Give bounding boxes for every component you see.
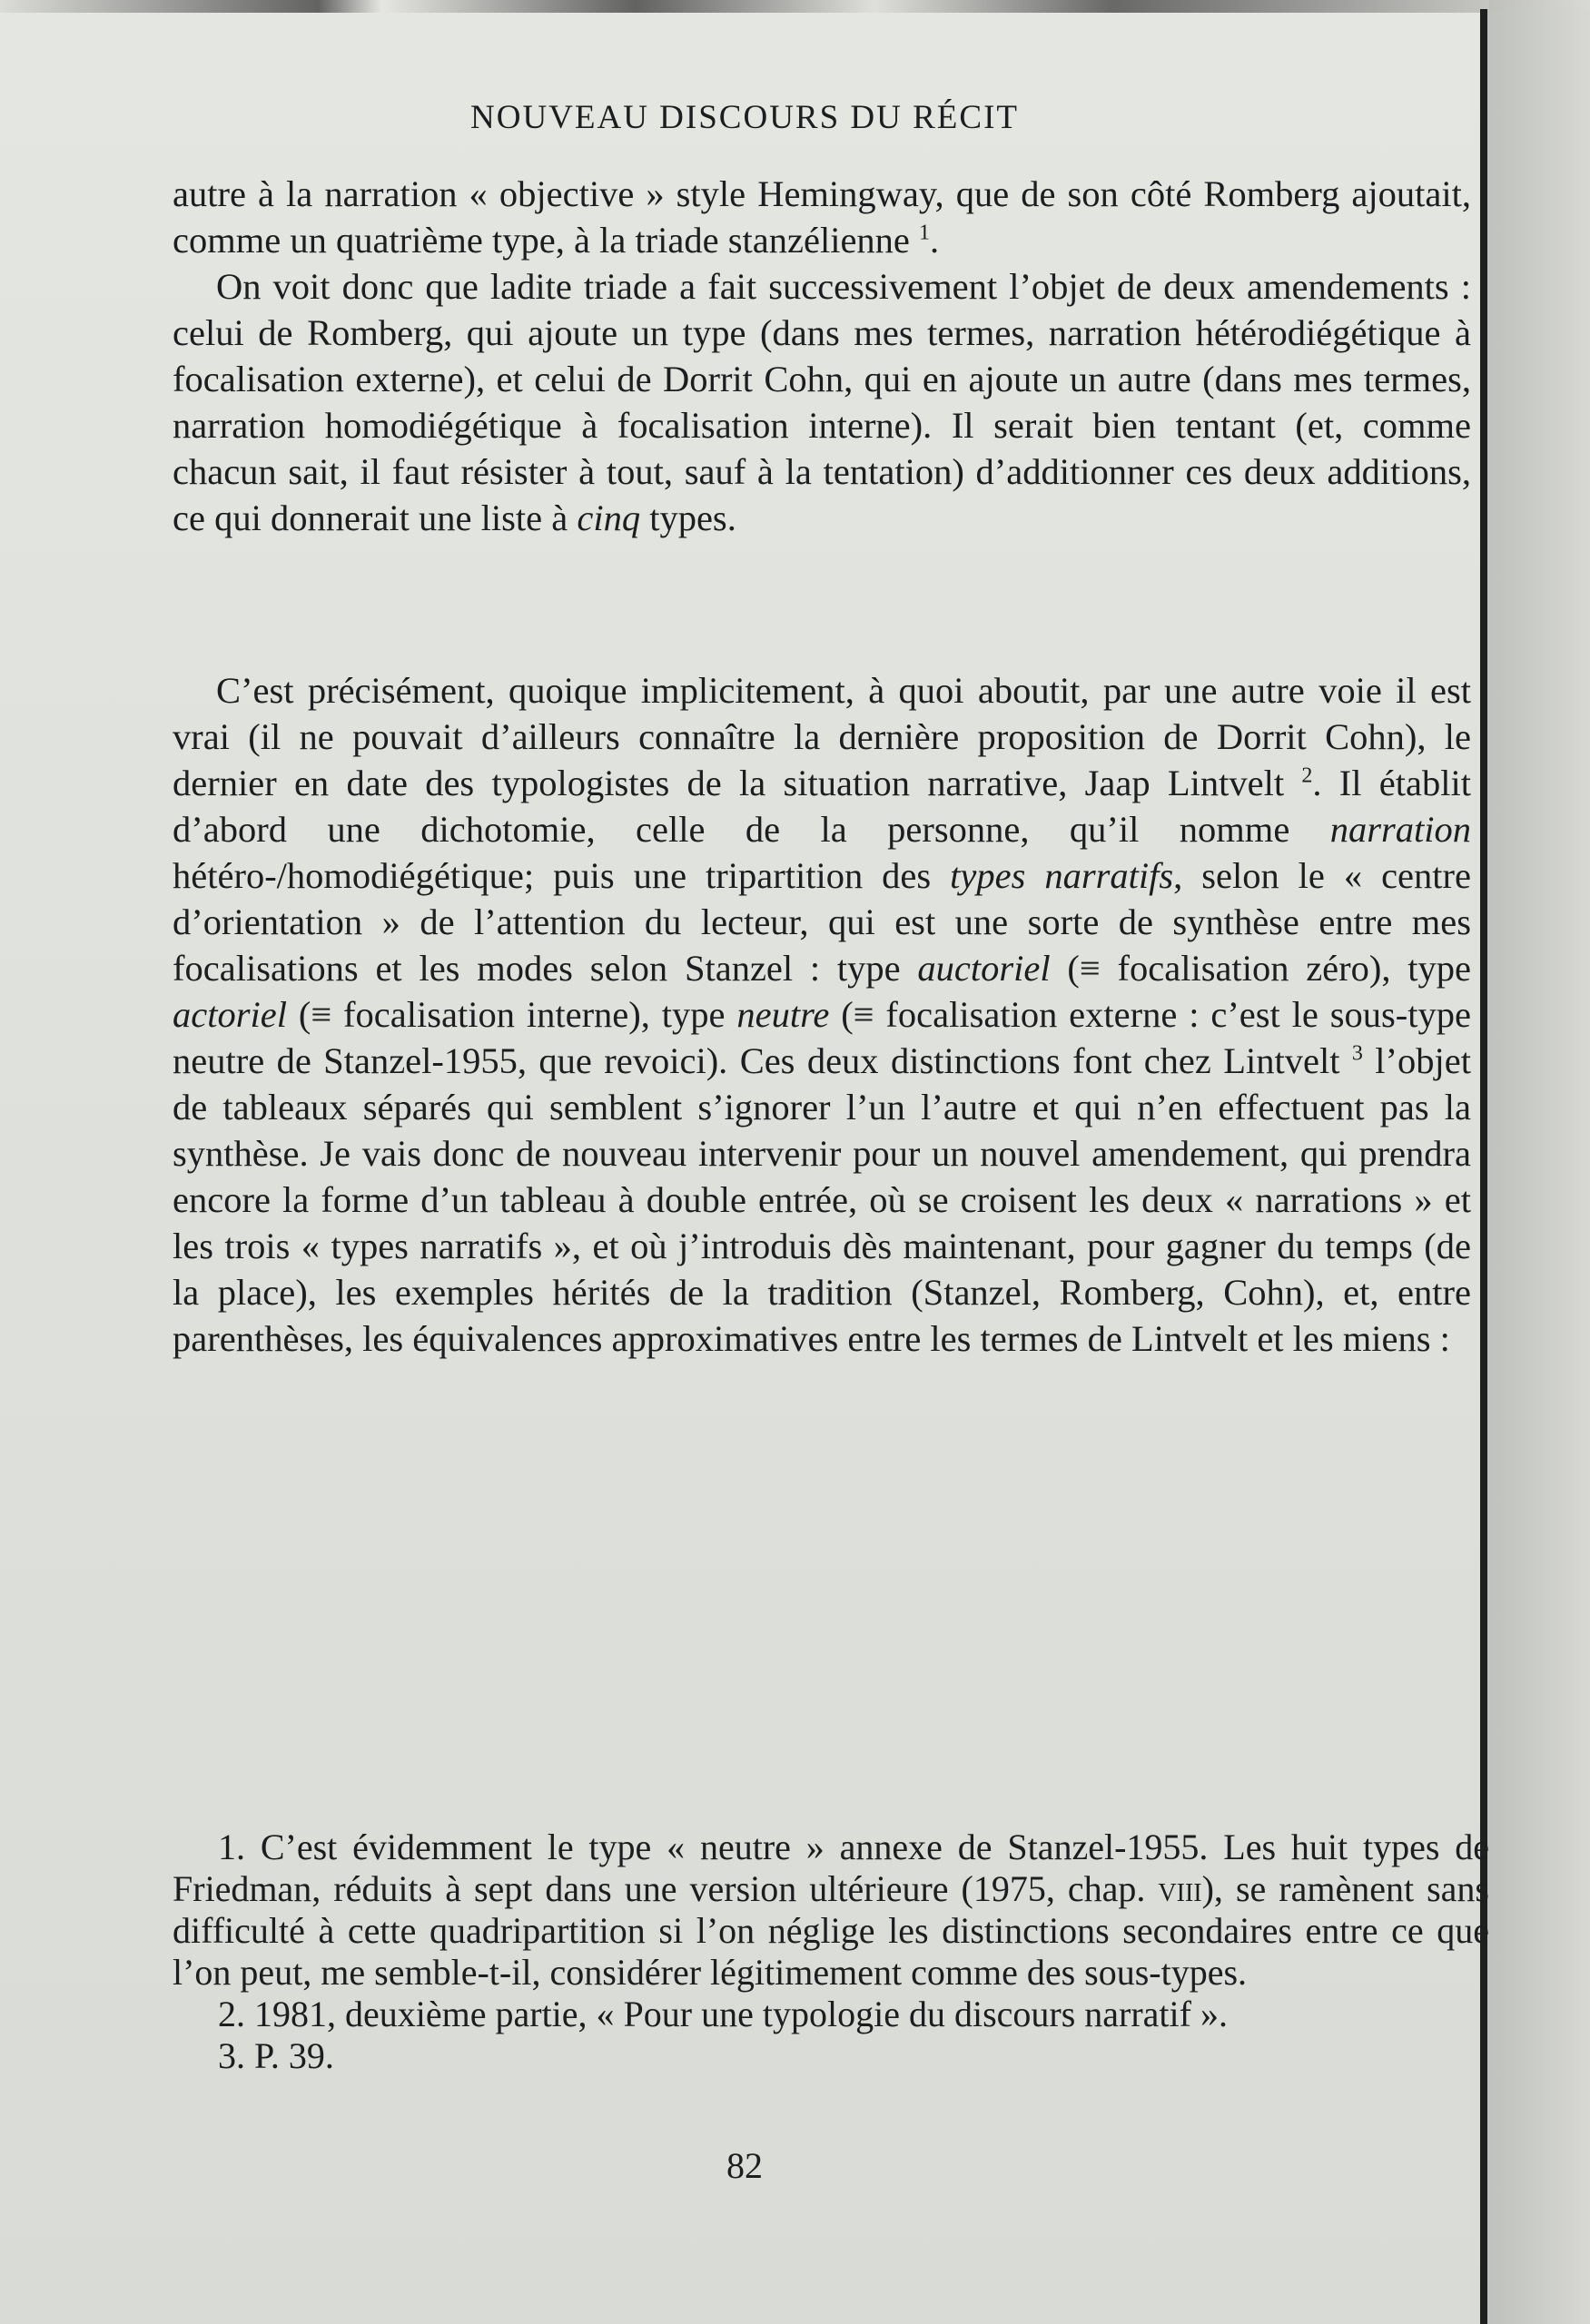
text-block-1 <box>173 171 1471 541</box>
paragraph-2: On voit donc que ladite triade a fait successivement l’objet de deux amendements : celui de Romberg, qui ajoute un type (dans mes termes, narration hétérodiégétique à focalisation externe), et celui de Dorrit Cohn, qui en ajoute un autre (dans mes termes, narration homodiégétique à focalisation interne). Il serait bien tentant (et, comme chacun sait, il faut résister à tout, sauf à la tentation) d’additionner ces deux additions, ce qui donnerait une liste à cinq types. <box>173 266 1471 538</box>
footnote-ref-3: 3 <box>1351 1041 1363 1066</box>
footnotes <box>173 1827 1489 2077</box>
footnote-2: 2. 1981, deuxième partie, « Pour une typologie du discours narratif ». <box>218 1994 1228 2034</box>
footnote-3: 3. P. 39. <box>218 2035 334 2076</box>
footnote-ref-1: 1 <box>919 221 931 245</box>
text-block-2 <box>173 667 1471 1362</box>
paragraph-3: C’est précisément, quoique implicitement, à quoi aboutit, par une autre voie il est vrai (il ne pouvait d’ailleurs connaître la dernière proposition de Dorrit Cohn), le dernier en date des typologistes de la situation narrative, Jaap Lintvelt $^2$. Il établit d’abord une dichotomie, celle de la personne, qu’il nomme narration hétéro-/homodiégétique; puis une tripartition des types narratifs, selon le « centre d’orientation » de l’attention du lecteur, qui est une sorte de synthèse entre mes focalisations et les modes selon Stanzel : type auctoriel (≡ focalisation zéro), type actoriel (≡ focalisation interne), type neutre (≡ focalisation externe : c’est le sous-type neutre de Stanzel-1955, que revoici). Ces deux distinctions font chez Lintvelt $^3$ l’objet de tableaux séparés qui semblent s’ignorer l’un l’autre et qui n’en effectuent pas la synthèse. Je vais donc de nouveau intervenir pour un nouvel amendement, qui prendra encore la forme d’un tableau à double entrée, où se croisent les deux « narrations » et les trois « types narratifs », et où j’introduis dès maintenant, pour gagner du temps (de la place), les exemples hérités de la tradition (Stanzel, Romberg, Cohn), et, entre parenthèses, les équivalences approximatives entre les termes de Lintvelt et les miens : <box>173 670 1471 1359</box>
top-edge-strip <box>0 0 1590 13</box>
footnote-1: 1. C’est évidemment le type « neutre » annexe de Stanzel-1955. Les huit types de Friedman, réduits à sept dans une version ultérieure (1975, chap. viii), se ramènent sans difficulté à cette quadripartition si l’on néglige les distinctions secondaires entre ce que l’on peut, me semble-t-il, considérer légitimement comme des sous-types. <box>173 1827 1489 1993</box>
footnote-ref-2: 2 <box>1301 763 1313 788</box>
page-number: 82 <box>726 2145 763 2186</box>
running-header: NOUVEAU DISCOURS DU RÉCIT <box>470 99 1019 136</box>
paragraph-1: autre à la narration « objective » style Hemingway, que de son côté Romberg ajoutait, comme un quatrième type, à la triade stanzélienne $^1$. <box>173 173 1471 261</box>
page-edge-shadow <box>1487 9 1590 2324</box>
